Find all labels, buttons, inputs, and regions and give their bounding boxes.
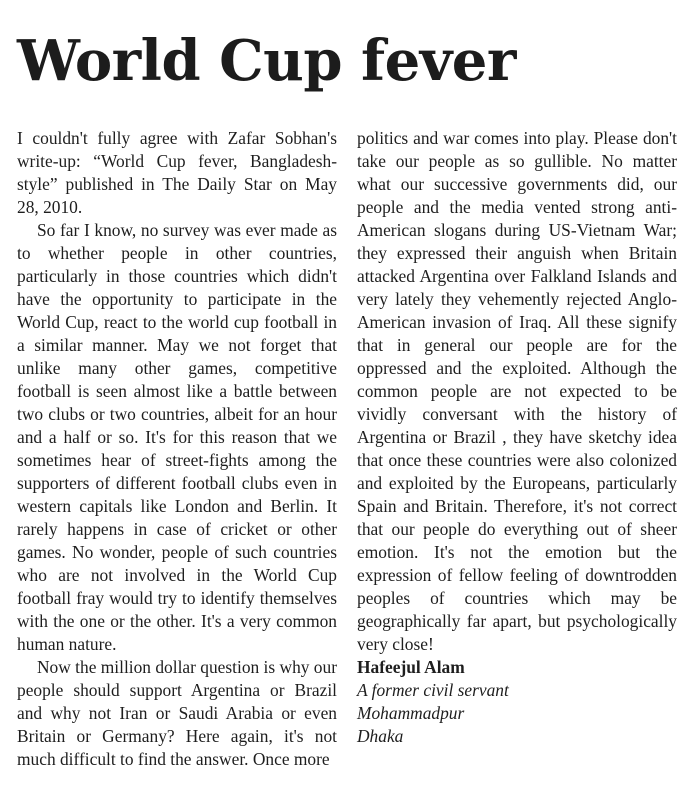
paragraph-4: politics and war comes into play. Please don't take our people as so gullible. No matter what our successive governments did, our people and the media vented strong anti-American slogans during US-Vietnam War; they expressed their anguish when Britain attacked Argentina over Falkland Islands and very lately they vehemently rejected Anglo-American invasion of Iraq. All these signify that in general our people are for the oppressed and the exploited. Although the common people are not expected to be vividly conversant with the history of Argentina or Brazil , they have sketchy idea that once these countries were also colonized and exploited by the Europeans, particularly Spain and Britain. Therefore, it's not correct that our people do everything out of sheer emotion. It's not the emotion but the expression of fellow feeling of downtrodden peoples of countries which may be geographically far apart, but psychologically very close! xyxy=(357,128,677,654)
left-column xyxy=(17,127,337,771)
paragraph-1: I couldn't fully agree with Zafar Sobhan's write-up: “World Cup fever, Bangladesh-style” published in The Daily Star on May 28, 2010. xyxy=(17,128,337,217)
right-column xyxy=(357,127,677,748)
author-title: A former civil servant xyxy=(357,680,509,700)
paragraph-2: So far I know, no survey was ever made as to whether people in other countries, particularly in those countries which didn't have the opportunity to participate in the World Cup, react to the world cup football in a similar manner. May we not forget that unlike many other games, competitive football is seen almost like a battle between two clubs or two countries, albeit for an hour and a half or so. It's for this reason that we sometimes hear of street-fights among the supporters of different football clubs even in western capitals like London and Berlin. It rarely happens in case of cricket or other games. No wonder, people of such countries who are not involved in the World Cup football fray would try to identify themselves with the one or the other. It's a very common human nature. xyxy=(17,220,337,654)
signature-block xyxy=(357,656,677,748)
author-location: Mohammadpur xyxy=(357,703,465,723)
author-city: Dhaka xyxy=(357,726,404,746)
author-name: Hafeejul Alam xyxy=(357,657,465,677)
headline: World Cup fever xyxy=(17,28,516,94)
paragraph-3: Now the million dollar question is why our people should support Argentina or Brazil and why not Iran or Saudi Arabia or even Britain or Germany? Here again, it's not much difficult to find the answer. Once more xyxy=(17,657,337,769)
